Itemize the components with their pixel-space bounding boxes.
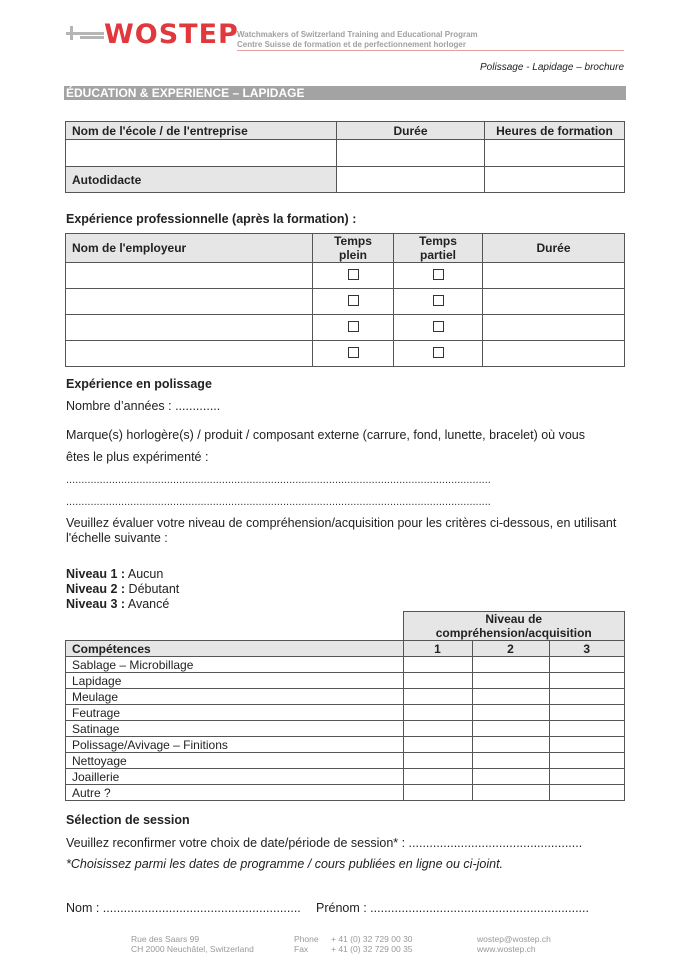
experience-table bbox=[65, 233, 625, 367]
col-part-time: Temps partiel bbox=[394, 234, 483, 263]
duration-field[interactable] bbox=[483, 315, 625, 341]
part-time-checkbox[interactable] bbox=[433, 295, 444, 306]
skill-level-3-cell[interactable] bbox=[549, 705, 625, 721]
skill-level-2-cell[interactable] bbox=[472, 673, 549, 689]
skill-level-2-cell[interactable] bbox=[472, 721, 549, 737]
logo bbox=[66, 19, 239, 52]
footer-phone: + 41 (0) 32 729 00 30 bbox=[331, 934, 413, 944]
footer-contact bbox=[477, 934, 551, 954]
duration-field[interactable] bbox=[483, 341, 625, 367]
self-taught-hours-field[interactable] bbox=[485, 167, 625, 193]
full-time-checkbox[interactable] bbox=[348, 269, 359, 280]
org-name-en: Watchmakers of Switzerland Training and Educational Program bbox=[237, 30, 478, 39]
col-full-time: Temps plein bbox=[313, 234, 394, 263]
duration-field[interactable] bbox=[483, 263, 625, 289]
footer-address: Rue des Saars 99 CH 2000 Neuchâtel, Switzerland bbox=[131, 934, 254, 954]
org-name-fr: Centre Suisse de formation et de perfectionnement horloger bbox=[237, 40, 466, 49]
logo-text: WOSTEP bbox=[104, 19, 239, 50]
skill-level-3-cell[interactable] bbox=[549, 721, 625, 737]
session-title: Sélection de session bbox=[66, 813, 190, 827]
skill-level-1-cell[interactable] bbox=[403, 785, 472, 801]
skill-level-2-cell[interactable] bbox=[472, 705, 549, 721]
evaluate-text-2: l'échelle suivante : bbox=[66, 531, 168, 545]
footer-web[interactable]: www.wostep.ch bbox=[477, 944, 536, 954]
col-exp-duration: Durée bbox=[483, 234, 625, 263]
footer-email[interactable]: wostep@wostep.ch bbox=[477, 934, 551, 944]
skill-level-1-cell[interactable] bbox=[403, 657, 472, 673]
level-1: Niveau 1 : Aucun bbox=[66, 567, 164, 581]
school-hours-field[interactable] bbox=[485, 140, 625, 167]
level-legend bbox=[66, 567, 179, 612]
employer-field[interactable] bbox=[66, 341, 313, 367]
full-time-checkbox[interactable] bbox=[348, 321, 359, 332]
skill-level-1-cell[interactable] bbox=[403, 769, 472, 785]
skill-level-3-cell[interactable] bbox=[549, 657, 625, 673]
nom-field[interactable]: Nom : ......................................................... bbox=[66, 901, 301, 915]
skill-level-2-cell[interactable] bbox=[472, 753, 549, 769]
skill-level-3-cell[interactable] bbox=[549, 673, 625, 689]
footer-phone-numbers bbox=[331, 934, 413, 954]
self-taught-duration-field[interactable] bbox=[337, 167, 485, 193]
duration-field[interactable] bbox=[483, 289, 625, 315]
logo-graphic bbox=[66, 22, 106, 52]
level-3: Niveau 3 : Avancé bbox=[66, 597, 170, 611]
self-taught-label: Autodidacte bbox=[66, 167, 337, 193]
skill-level-1-cell[interactable] bbox=[403, 721, 472, 737]
school-table bbox=[65, 121, 625, 193]
skill-level-2-cell[interactable] bbox=[472, 657, 549, 673]
skill-level-3-cell[interactable] bbox=[549, 785, 625, 801]
skill-level-1-cell[interactable] bbox=[403, 705, 472, 721]
skill-level-1-cell[interactable] bbox=[403, 689, 472, 705]
school-duration-field[interactable] bbox=[337, 140, 485, 167]
skill-label: Autre ? bbox=[66, 785, 404, 801]
level-2: Niveau 2 : Débutant bbox=[66, 582, 180, 596]
session-confirm-line[interactable]: Veuillez reconfirmer votre choix de date/période de session* : .................................................. bbox=[66, 836, 583, 850]
skill-level-3-cell[interactable] bbox=[549, 753, 625, 769]
skill-label: Sablage – Microbillage bbox=[66, 657, 404, 673]
skill-label: Feutrage bbox=[66, 705, 404, 721]
evaluate-text-1: Veuillez évaluer votre niveau de compréhension/acquisition pour les critères ci-dessous, en utilisant bbox=[66, 516, 617, 530]
footer-phone-labels: Phone Fax bbox=[294, 934, 319, 954]
skill-label: Joaillerie bbox=[66, 769, 404, 785]
skill-level-1-cell[interactable] bbox=[403, 737, 472, 753]
employer-field[interactable] bbox=[66, 263, 313, 289]
part-time-checkbox[interactable] bbox=[433, 321, 444, 332]
col-level-1: 1 bbox=[403, 641, 472, 657]
brands-question-2: êtes le plus expérimenté : bbox=[66, 450, 209, 464]
years-line: Nombre d’années : ............. bbox=[66, 399, 221, 413]
col-training-hours: Heures de formation bbox=[485, 122, 625, 140]
skill-level-1-cell[interactable] bbox=[403, 753, 472, 769]
col-employer: Nom de l'employeur bbox=[66, 234, 313, 263]
employer-field[interactable] bbox=[66, 289, 313, 315]
employer-field[interactable] bbox=[66, 315, 313, 341]
brands-answer-line[interactable]: ........................................................................................................................................... bbox=[66, 496, 491, 508]
skill-label: Nettoyage bbox=[66, 753, 404, 769]
skill-level-2-cell[interactable] bbox=[472, 769, 549, 785]
skills-table bbox=[65, 611, 625, 801]
skill-level-3-cell[interactable] bbox=[549, 769, 625, 785]
skill-level-1-cell[interactable] bbox=[403, 673, 472, 689]
prenom-field[interactable]: Prénom : ............................................................... bbox=[316, 901, 589, 915]
skill-level-3-cell[interactable] bbox=[549, 737, 625, 753]
skill-label: Meulage bbox=[66, 689, 404, 705]
full-time-checkbox[interactable] bbox=[348, 295, 359, 306]
part-time-checkbox[interactable] bbox=[433, 347, 444, 358]
skill-label: Polissage/Avivage – Finitions bbox=[66, 737, 404, 753]
footer-fax: + 41 (0) 32 729 00 35 bbox=[331, 944, 413, 954]
col-level-3: 3 bbox=[549, 641, 625, 657]
level-group-header: Niveau de compréhension/acquisition bbox=[403, 612, 625, 641]
skill-level-2-cell[interactable] bbox=[472, 785, 549, 801]
col-skills: Compétences bbox=[66, 641, 404, 657]
col-school-name: Nom de l'école / de l'entreprise bbox=[66, 122, 337, 140]
skill-level-2-cell[interactable] bbox=[472, 737, 549, 753]
skill-label: Satinage bbox=[66, 721, 404, 737]
col-duration: Durée bbox=[337, 122, 485, 140]
experience-title: Expérience professionnelle (après la formation) : bbox=[66, 212, 357, 226]
session-note: *Choisissez parmi les dates de programme / cours publiées en ligne ou ci-joint. bbox=[66, 857, 504, 871]
section-banner: ÉDUCATION & EXPERIENCE – LAPIDAGE bbox=[64, 86, 626, 100]
doc-subtitle: Polissage - Lapidage – brochure bbox=[480, 62, 624, 73]
skill-level-2-cell[interactable] bbox=[472, 689, 549, 705]
skill-label: Lapidage bbox=[66, 673, 404, 689]
brands-answer-line[interactable]: ........................................................................................................................................... bbox=[66, 474, 491, 486]
polishing-title: Expérience en polissage bbox=[66, 377, 212, 391]
skill-level-3-cell[interactable] bbox=[549, 689, 625, 705]
school-name-field[interactable] bbox=[66, 140, 337, 167]
header-rule bbox=[237, 50, 624, 51]
part-time-checkbox[interactable] bbox=[433, 269, 444, 280]
full-time-checkbox[interactable] bbox=[348, 347, 359, 358]
col-level-2: 2 bbox=[472, 641, 549, 657]
brands-question-1: Marque(s) horlogère(s) / produit / composant externe (carrure, fond, lunette, bracelet) où vous bbox=[66, 428, 586, 442]
